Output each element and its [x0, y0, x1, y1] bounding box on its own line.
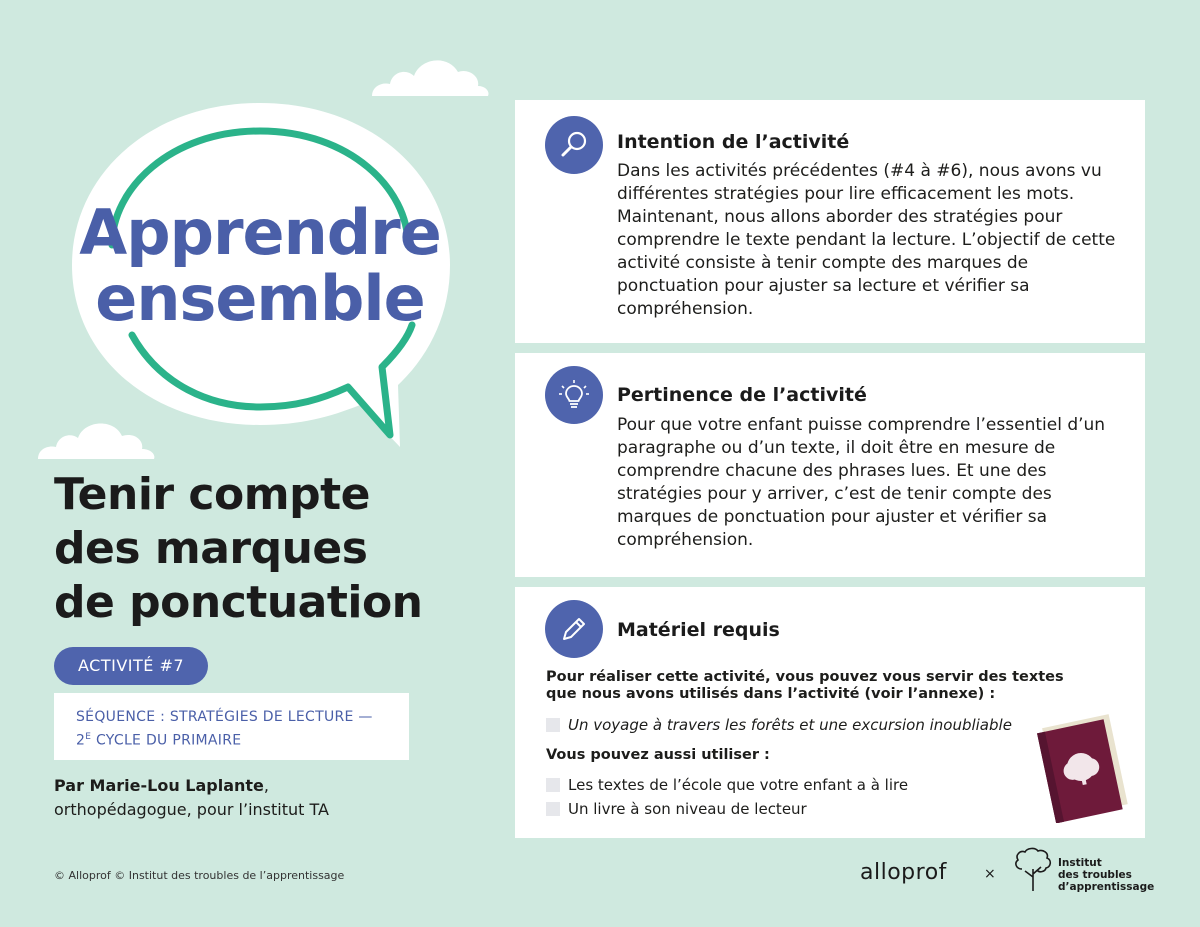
author-name: Par Marie-Lou Laplante [54, 776, 264, 795]
activity-badge: ACTIVITÉ #7 [54, 647, 208, 685]
checkbox-bullet [546, 802, 560, 816]
materiel-intro-line-2: que nous avons utilisés dans l’activité (voir l’annexe) : [546, 686, 996, 702]
pencil-icon [558, 613, 590, 645]
copyright-text: © Alloprof © Institut des troubles de l’apprentissage [54, 869, 345, 882]
author-role: orthopédagogue, pour l’institut TA [54, 800, 329, 819]
sequence-cycle: CYCLE DU PRIMAIRE [91, 732, 242, 749]
materiel-intro-line-1: Pour réaliser cette activité, vous pouvez vous servir des textes [546, 669, 1064, 685]
institut-line-2: des troubles [1058, 869, 1132, 881]
materiel-item-label: Un voyage à travers les forêts et une excursion inoubliable [568, 716, 1012, 734]
checkbox-bullet [546, 778, 560, 792]
institut-line-1: Institut [1058, 857, 1102, 869]
materiel-item-annex-text [546, 716, 1012, 734]
author-credit [54, 774, 474, 822]
title-line-1: Tenir compte [54, 469, 370, 520]
author-comma: , [263, 776, 269, 795]
magnifier-icon [558, 129, 590, 161]
sequence-number: 2 [76, 732, 86, 749]
pertinence-card [515, 353, 1145, 577]
times-separator: × [984, 866, 996, 882]
materiel-also-heading: Vous pouvez aussi utiliser : [546, 747, 770, 763]
checkbox-bullet [546, 718, 560, 732]
bubble-line-1: Apprendre [79, 196, 441, 269]
materiel-item-label: Un livre à son niveau de lecteur [568, 800, 807, 818]
book-illustration-icon [1031, 711, 1131, 823]
title-line-3: de ponctuation [54, 577, 423, 628]
bubble-line-2: ensemble [95, 262, 425, 335]
institut-logo-text [1058, 857, 1154, 893]
pertinence-body: Pour que votre enfant puisse comprendre l’essentiel d’un paragraphe ou d’un texte, il doit être en mesure de comprendre chacune des phrases lues. Et une des stratégies pour y arriver, c’est de tenir compte des marques de ponctuation pour ajuster et vérifier sa compréhension. [617, 415, 1106, 550]
materiel-intro [546, 669, 1086, 703]
sequence-line-2 [76, 727, 387, 751]
title-line-2: des marques [54, 523, 368, 574]
materiel-card [515, 587, 1145, 838]
bubble-title [60, 196, 460, 335]
lightbulb-icon [557, 378, 591, 412]
sequence-superscript: E [85, 732, 92, 742]
alloprof-logo: alloprof [860, 860, 947, 885]
sequence-box [54, 693, 409, 760]
pertinence-heading: Pertinence de l’activité [617, 384, 867, 406]
pencil-icon-badge [545, 600, 603, 658]
materiel-heading: Matériel requis [617, 619, 780, 641]
cloud-top-decoration [368, 52, 490, 98]
lightbulb-icon-badge [545, 366, 603, 424]
sequence-line-1: SÉQUENCE : STRATÉGIES DE LECTURE — [76, 709, 373, 725]
materiel-item-level-book [546, 800, 807, 818]
materiel-item-label: Les textes de l’école que votre enfant a à lire [568, 776, 909, 794]
materiel-item-school-texts [546, 776, 908, 794]
intention-card [515, 100, 1145, 343]
magnifier-icon-badge [545, 116, 603, 174]
intention-heading: Intention de l’activité [617, 131, 850, 153]
brain-tree-icon [1012, 847, 1054, 893]
institut-line-3: d’apprentissage [1058, 881, 1155, 893]
page-title [54, 468, 474, 630]
intention-body: Dans les activités précédentes (#4 à #6), nous avons vu différentes stratégies pour lire efficacement les mots. Maintenant, nous allons aborder des stratégies pour comprendre le texte pendant la lecture. L’objectif de cette activité consiste à tenir compte des marques de ponctuation pour ajuster sa lecture et vérifier sa compréhension. [617, 161, 1116, 319]
